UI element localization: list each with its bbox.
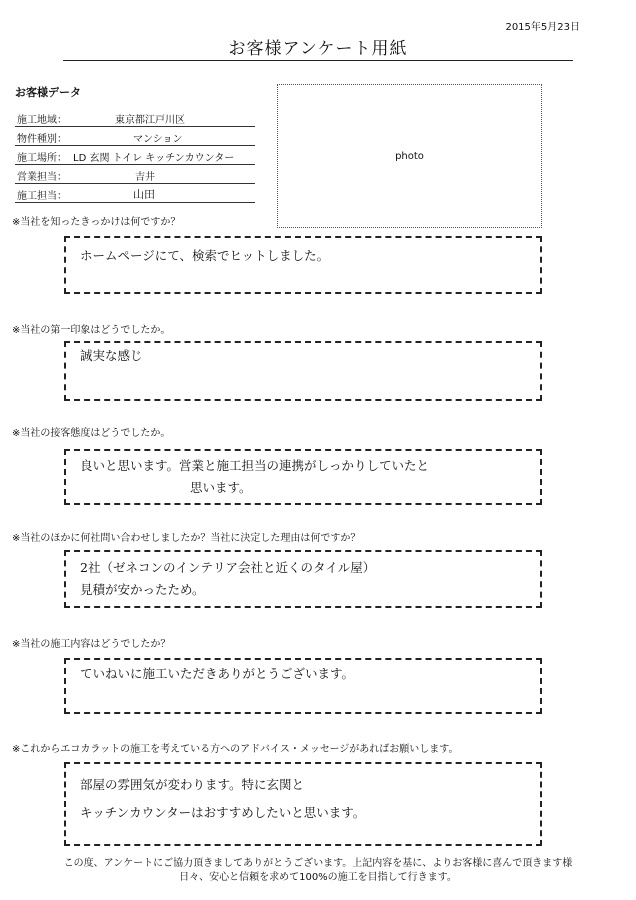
property-value: マンション — [133, 134, 183, 145]
question-service-attitude: ※当社の接客態度はどうでしたか。 — [12, 428, 171, 439]
answer-service-attitude — [80, 455, 535, 499]
answer-line: ていねいに施工いただきありがとうございます。 — [80, 666, 355, 681]
answer-how-found — [80, 245, 535, 267]
customer-row-location — [15, 146, 255, 165]
photo-label: photo — [395, 151, 424, 162]
answer-line: 見積が安かったため。 — [80, 582, 205, 597]
area-label: 施工地域： — [17, 115, 67, 126]
installer-value: 山田 — [133, 188, 155, 201]
area-value: 東京都江戸川区 — [115, 115, 185, 126]
answer-other-companies — [80, 557, 535, 601]
answer-work-quality — [80, 663, 535, 685]
footer-message — [0, 857, 636, 885]
customer-row-installer — [15, 184, 255, 203]
property-label: 物件種別： — [17, 134, 67, 145]
customer-row-area — [15, 108, 255, 127]
customer-data-heading: お客様データ — [15, 86, 81, 99]
page-title: お客様アンケート用紙 — [228, 39, 408, 59]
sales-label: 営業担当： — [17, 172, 67, 183]
answer-line: キッチンカウンターはおすすめしたいと思います。 — [80, 805, 366, 820]
answer-line: ホームページにて、検索でヒットしました。 — [80, 248, 330, 263]
question-work-quality: ※当社の施工内容はどうでしたか？ — [12, 639, 171, 650]
question-other-companies: ※当社のほかに何社問い合わせしましたか？当社に決定した理由は何ですか？ — [12, 533, 361, 544]
question-first-impression: ※当社の第一印象はどうでしたか。 — [12, 325, 171, 336]
survey-date: 2015年5月23日 — [505, 22, 580, 33]
location-value: LD 玄関 トイレ キッチンカウンター — [73, 153, 235, 164]
answer-line: 思います。 — [190, 480, 252, 495]
location-label: 施工場所： — [17, 153, 67, 164]
answer-first-impression — [80, 345, 535, 367]
answer-line: 2社（ゼネコンのインテリア会社と近くのタイル屋） — [80, 560, 376, 575]
answer-line: 良いと思います。営業と施工担当の連携がしっかりしていたと — [80, 458, 430, 473]
answer-advice — [80, 771, 535, 827]
sales-value: 吉井 — [135, 172, 155, 183]
customer-row-property — [15, 127, 255, 146]
installer-label: 施工担当： — [17, 191, 67, 202]
footer-line: この度、アンケートにご協力頂きましてありがとうございます。上記内容を基に、よりお客様に喜んで頂きます様 — [63, 858, 573, 869]
answer-line: 部屋の雰囲気が変わります。特に玄関と — [80, 777, 305, 792]
footer-line: 日々、安心と信頼を求めて100%の施工を目指して行きます。 — [179, 872, 457, 883]
question-advice: ※これからエコカラットの施工を考えている方へのアドバイス・メッセージがあればお願いします。 — [12, 744, 459, 755]
customer-row-sales — [15, 165, 255, 184]
title-underline — [63, 60, 573, 61]
answer-line: 誠実な感じ — [80, 348, 143, 363]
question-how-found: ※当社を知ったきっかけは何ですか？ — [12, 217, 181, 228]
